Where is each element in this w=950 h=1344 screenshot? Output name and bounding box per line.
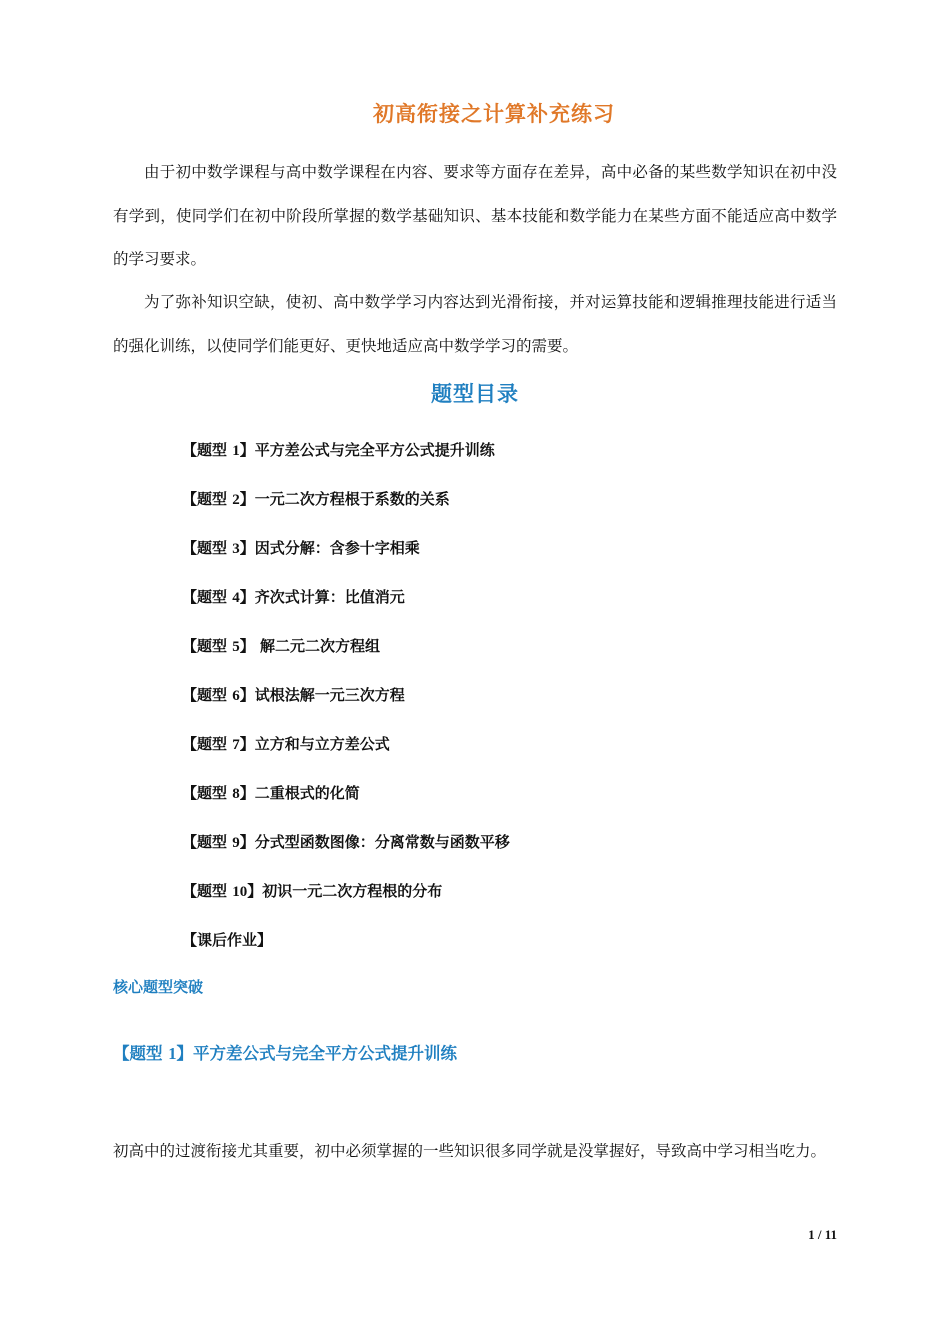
- toc-item[interactable]: [182, 680, 510, 729]
- toc-item-text: 解二元二次方程组: [254, 637, 380, 655]
- toc-item-homework[interactable]: [182, 925, 510, 974]
- toc-item-text: 一元二次方程根于系数的关系: [254, 490, 450, 508]
- toc-item-number: 8: [232, 786, 240, 802]
- toc-item-suffix: 】: [239, 637, 255, 655]
- toc-item-number: 10: [232, 884, 248, 900]
- section-heading-number: 1: [168, 1044, 177, 1063]
- toc-item-prefix: 【题型: [182, 539, 233, 557]
- section-heading-text: 平方差公式与完全平方公式提升训练: [193, 1044, 457, 1063]
- toc-item-text: 分式型函数图像：分离常数与函数平移: [254, 833, 510, 851]
- toc-item-number: 6: [232, 688, 240, 704]
- toc-item-text: 立方和与立方差公式: [254, 735, 390, 753]
- toc-item-prefix: 【课后作业】: [182, 931, 273, 949]
- toc-item-prefix: 【题型: [182, 784, 233, 802]
- toc-item-number: 4: [232, 590, 240, 606]
- toc-item-number: 7: [232, 737, 240, 753]
- toc-item-suffix: 】: [239, 490, 255, 508]
- toc-item[interactable]: [182, 876, 510, 925]
- intro-paragraph-2: 为了弥补知识空缺，使初、高中数学学习内容达到光滑衔接，并对运算技能和逻辑推理技能进行适当的强化训练，以使同学们能更好、更快地适应高中数学学习的需要。: [113, 293, 837, 355]
- toc-item-text: 初识一元二次方程根的分布: [262, 882, 443, 900]
- intro-paragraph-1: 由于初中数学课程与高中数学课程在内容、要求等方面存在差异，高中必备的某些数学知识在初中没有学到，使同学们在初中阶段所掌握的数学基础知识、基本技能和数学能力在某些方面不能适应高中数学的学习要求。: [113, 163, 837, 268]
- toc-item-number: 9: [232, 835, 240, 851]
- toc-item-suffix: 】: [239, 539, 255, 557]
- toc-item[interactable]: [182, 778, 510, 827]
- toc-item-suffix: 】: [247, 882, 263, 900]
- toc-list: [182, 435, 510, 974]
- toc-item[interactable]: [182, 582, 510, 631]
- toc-item-prefix: 【题型: [182, 735, 233, 753]
- toc-item-text: 二重根式的化简: [254, 784, 360, 802]
- toc-item[interactable]: [182, 533, 510, 582]
- toc-item[interactable]: [182, 729, 510, 778]
- toc-item[interactable]: [182, 631, 510, 680]
- toc-item[interactable]: [182, 484, 510, 533]
- toc-item-text: 试根法解一元三次方程: [254, 686, 405, 704]
- toc-title: 题型目录: [431, 382, 519, 406]
- body-paragraph: 初高中的过渡衔接尤其重要，初中必须掌握的一些知识很多同学就是没掌握好，导致高中学习相当吃力。: [113, 1142, 827, 1160]
- toc-item-prefix: 【题型: [182, 637, 233, 655]
- toc-item-prefix: 【题型: [182, 588, 233, 606]
- toc-item-suffix: 】: [239, 588, 255, 606]
- document-title: 初高衔接之计算补充练习: [373, 102, 615, 126]
- toc-item[interactable]: [182, 435, 510, 484]
- toc-item-suffix: 】: [239, 784, 255, 802]
- toc-item-number: 5: [232, 639, 240, 655]
- section-label: 核心题型突破: [113, 978, 204, 996]
- toc-item-suffix: 】: [239, 686, 255, 704]
- toc-item-prefix: 【题型: [182, 490, 233, 508]
- toc-item-prefix: 【题型: [182, 686, 233, 704]
- toc-item-prefix: 【题型: [182, 441, 233, 459]
- toc-item-number: 3: [232, 541, 240, 557]
- toc-item-number: 1: [232, 443, 240, 459]
- toc-item-number: 2: [232, 492, 240, 508]
- toc-item-prefix: 【题型: [182, 882, 233, 900]
- section-heading-suffix: 】: [176, 1044, 193, 1063]
- toc-item[interactable]: [182, 827, 510, 876]
- toc-item-suffix: 】: [239, 833, 255, 851]
- section-heading: [113, 1040, 457, 1064]
- toc-item-text: 平方差公式与完全平方公式提升训练: [254, 441, 495, 459]
- page-number: 1 / 11: [808, 1227, 837, 1242]
- toc-item-text: 齐次式计算：比值消元: [254, 588, 405, 606]
- toc-item-prefix: 【题型: [182, 833, 233, 851]
- section-heading-prefix: 【题型: [113, 1044, 169, 1063]
- toc-item-suffix: 】: [239, 735, 255, 753]
- toc-item-text: 因式分解：含参十字相乘: [254, 539, 420, 557]
- toc-item-suffix: 】: [239, 441, 255, 459]
